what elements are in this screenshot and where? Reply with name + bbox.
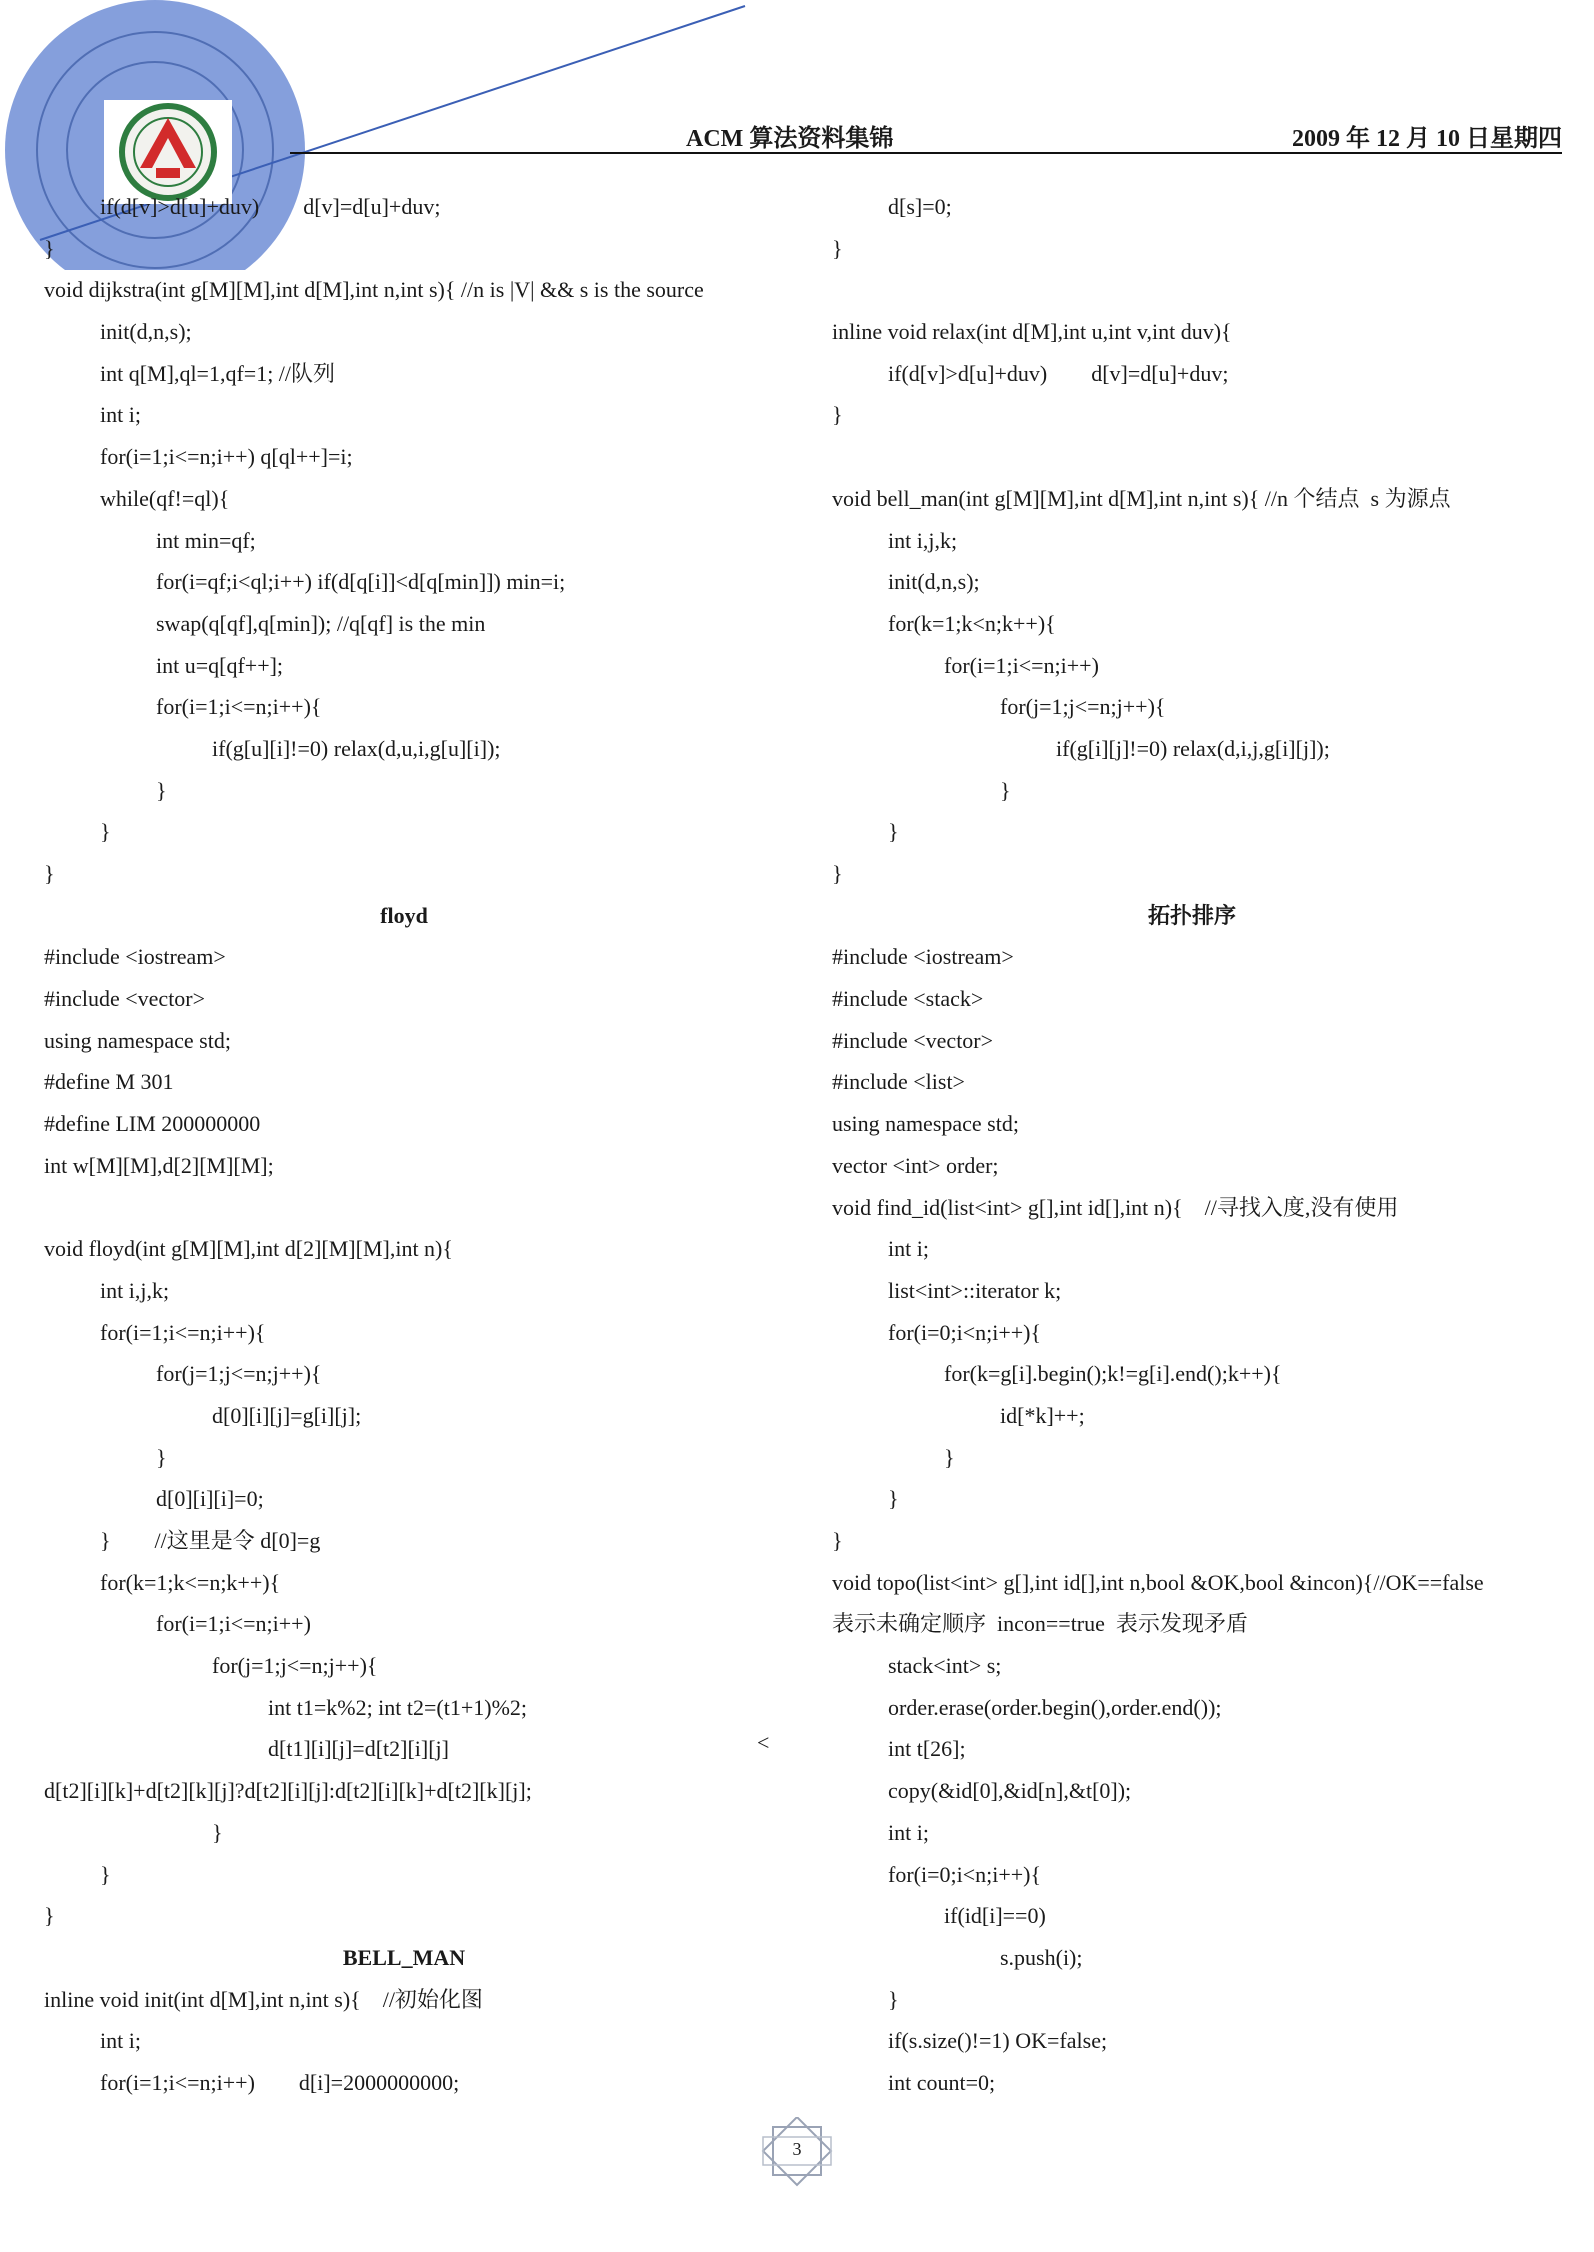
code-line: }: [44, 1903, 55, 1929]
section-heading: 拓扑排序: [1147, 902, 1236, 928]
code-line: }: [832, 861, 843, 886]
code-line: for(i=1;i<=n;i++){: [156, 694, 322, 720]
code-line: using namespace std;: [832, 1111, 1019, 1137]
code-line: [832, 436, 1592, 478]
code-line: #define LIM 200000000: [44, 1111, 261, 1137]
code-line: void dijkstra(int g[M][M],int d[M],int n,int s){ //n is |V| && s is the source: [44, 277, 704, 303]
code-line: for(k=g[i].begin();k!=g[i].end();k++){: [944, 1361, 1282, 1387]
page-number: 3: [792, 2139, 802, 2159]
code-line: [44, 1187, 804, 1229]
stray-mark: <: [757, 1730, 770, 1755]
code-line: copy(&id[0],&id[n],&t[0]);: [888, 1778, 1132, 1804]
code-line: s.push(i);: [1000, 1944, 1083, 1970]
code-line: inline void init(int d[M],int n,int s){ //初始化图: [44, 1986, 483, 2012]
code-line: void find_id(list<int> g[],int id[],int n){ //寻找入度,没有使用: [832, 1194, 1399, 1220]
code-line: for(i=0;i<n;i++){: [888, 1319, 1042, 1345]
code-line: d[s]=0;: [888, 194, 952, 219]
section-heading: floyd: [380, 902, 428, 928]
code-line: for(i=1;i<=n;i++): [156, 1611, 311, 1637]
code-line: for(i=1;i<=n;i++){: [100, 1319, 266, 1345]
code-line: for(j=1;j<=n;j++){: [156, 1361, 322, 1387]
header-date: 2009 年 12 月 10 日星期四: [1292, 126, 1562, 152]
code-line: #include <vector>: [832, 1027, 994, 1053]
code-line: if(g[u][i]!=0) relax(d,u,i,g[u][i]);: [212, 735, 501, 761]
code-line: int i;: [888, 1236, 929, 1262]
header-rule: [290, 152, 1562, 154]
code-line: int u=q[qf++];: [156, 652, 284, 678]
code-line: vector <int> order;: [832, 1152, 999, 1178]
code-line: } //这里是令 d[0]=g: [100, 1528, 321, 1553]
code-line: int q[M],ql=1,qf=1; //队列: [100, 360, 336, 386]
code-line: #include <iostream>: [44, 944, 226, 970]
code-line: }: [1000, 777, 1011, 803]
code-column-left: [44, 186, 804, 2104]
code-line: for(i=0;i<n;i++){: [888, 1861, 1042, 1887]
code-line: }: [212, 1819, 223, 1845]
code-line: int i,j,k;: [100, 1277, 170, 1303]
section-heading: BELL_MAN: [342, 1944, 466, 1970]
code-line: [832, 269, 1592, 311]
code-line: for(i=1;i<=n;i++): [944, 652, 1099, 678]
code-line: for(j=1;j<=n;j++){: [1000, 694, 1166, 720]
code-line: order.erase(order.begin(),order.end());: [888, 1694, 1222, 1720]
code-line: void floyd(int g[M][M],int d[2][M][M],int n){: [44, 1236, 453, 1262]
code-line: }: [100, 819, 111, 845]
page-number-badge: [757, 2117, 837, 2187]
code-line: for(i=1;i<=n;i++) q[ql++]=i;: [100, 444, 353, 470]
code-line: stack<int> s;: [888, 1653, 1002, 1679]
code-line: }: [100, 1861, 111, 1887]
code-line: int i;: [100, 2028, 141, 2054]
code-line: #define M 301: [44, 1069, 174, 1095]
code-line: using namespace std;: [44, 1027, 231, 1053]
code-line: while(qf!=ql){: [100, 485, 230, 511]
code-line: d[0][i][j]=g[i][j];: [212, 1402, 362, 1428]
code-line: for(i=qf;i<ql;i++) if(d[q[i]]<d[q[min]]) min=i;: [156, 569, 566, 595]
code-line: for(k=1;k<=n;k++){: [100, 1569, 281, 1595]
code-line: }: [44, 861, 55, 886]
code-line: int t1=k%2; int t2=(t1+1)%2;: [268, 1694, 528, 1720]
code-line: int t[26];: [888, 1736, 966, 1762]
header-title: ACM 算法资料集锦: [686, 126, 894, 152]
code-line: if(d[v]>d[u]+duv) d[v]=d[u]+duv;: [888, 360, 1229, 386]
code-line: #include <vector>: [44, 986, 206, 1012]
code-line: #include <iostream>: [832, 944, 1014, 970]
code-line: if(d[v]>d[u]+duv) d[v]=d[u]+duv;: [100, 194, 441, 219]
code-line: void topo(list<int> g[],int id[],int n,bool &OK,bool &incon){//OK==false: [832, 1569, 1484, 1595]
code-line: }: [832, 1528, 843, 1553]
code-line: #include <stack>: [832, 986, 984, 1012]
code-line: }: [944, 1444, 955, 1470]
code-line: d[0][i][i]=0;: [156, 1486, 264, 1512]
code-line: }: [888, 819, 899, 845]
code-line: int i;: [888, 1819, 929, 1845]
code-line: swap(q[qf],q[min]); //q[qf] is the min: [156, 610, 486, 636]
code-line: void bell_man(int g[M][M],int d[M],int n,int s){ //n 个结点 s 为源点: [832, 485, 1451, 511]
code-line: #include <list>: [832, 1069, 965, 1095]
code-line: if(id[i]==0): [944, 1903, 1046, 1929]
code-line: for(k=1;k<n;k++){: [888, 610, 1056, 636]
code-line: int min=qf;: [156, 527, 256, 553]
code-line: int i,j,k;: [888, 527, 958, 553]
code-line: if(g[i][j]!=0) relax(d,i,j,g[i][j]);: [1056, 735, 1330, 761]
code-line: inline void relax(int d[M],int u,int v,int duv){: [832, 319, 1232, 345]
code-line: }: [156, 1444, 167, 1470]
code-column-right: [832, 186, 1592, 2104]
code-line: }: [156, 777, 167, 803]
code-line: }: [832, 235, 843, 261]
code-line: int count=0;: [888, 2069, 996, 2095]
code-line: id[*k]++;: [1000, 1402, 1085, 1428]
code-line: d[t2][i][k]+d[t2][k][j]?d[t2][i][j]:d[t2][i][k]+d[t2][k][j];: [44, 1778, 532, 1804]
code-line: 表示未确定顺序 incon==true 表示发现矛盾: [832, 1611, 1248, 1637]
code-line: int w[M][M],d[2][M][M];: [44, 1152, 274, 1178]
code-line: int i;: [100, 402, 141, 428]
code-line: }: [832, 402, 843, 428]
code-line: for(j=1;j<=n;j++){: [212, 1653, 378, 1679]
code-line: }: [888, 1986, 899, 2012]
code-line: list<int>::iterator k;: [888, 1277, 1062, 1303]
code-line: if(s.size()!=1) OK=false;: [888, 2028, 1108, 2054]
code-line: }: [44, 235, 55, 261]
code-line: init(d,n,s);: [100, 319, 192, 345]
code-line: }: [888, 1486, 899, 1512]
code-line: init(d,n,s);: [888, 569, 980, 595]
code-line: for(i=1;i<=n;i++) d[i]=2000000000;: [100, 2069, 460, 2095]
code-line: d[t1][i][j]=d[t2][i][j]: [268, 1736, 449, 1762]
